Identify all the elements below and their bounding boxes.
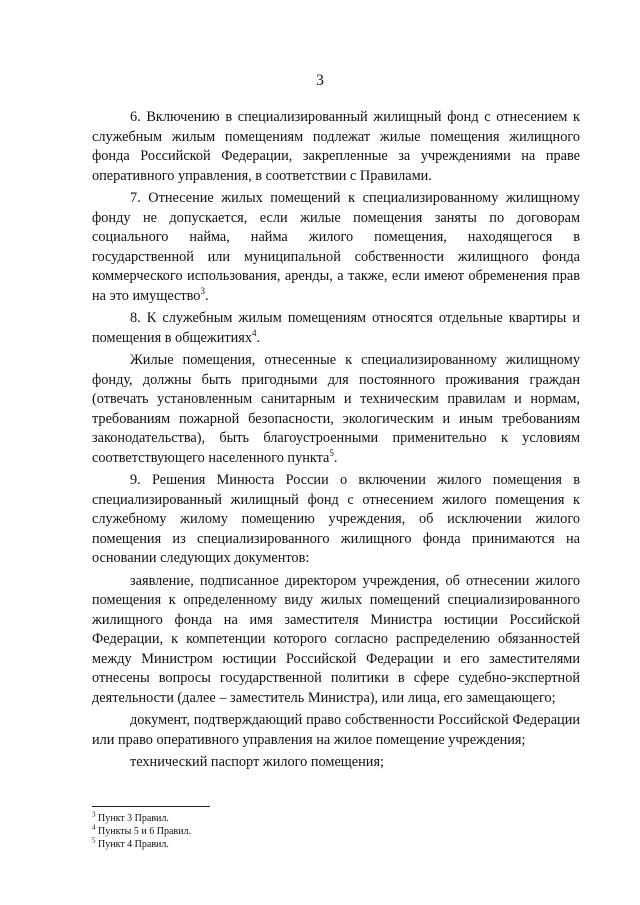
- list-item-application: заявление, подписанное директором учреждения, об отнесении жилого помещения к определенному виду жилых помещений специализированного жилищного фонда на имя заместителя Министра юстиции Российской Федерации, к компетенции которого согласно распределению обязанностей между Министром юстиции Российской Федерации и его заместителями отнесены вопросы государственной политики в сфере судебно-экспертной деятельности (далее – заместитель Министра), или лица, его замещающего;: [92, 572, 580, 706]
- footnotes: [92, 812, 392, 851]
- footnote-ref-5[interactable]: 5: [329, 447, 334, 458]
- paragraph-6: 6. Включению в специализированный жилищный фонд с отнесением к служебным жилым помещениям подлежат жилые помещения жилищного фонда Российской Федерации, закрепленные за учреждениями на праве оперативного управления, в соответствии с Правилами.: [92, 109, 580, 184]
- footnote-text: Пункт 3 Правил.: [98, 813, 169, 824]
- paragraph-7-text: 7. Отнесение жилых помещений к специализированному жилищному фонду не допускается, если жилые помещения заняты по договорам социального найма, найма жилого помещения, находящегося в государственной или муниципальной собственности жилищного фонда коммерческого использования, аренды, а также, если имеют обременения прав на это имущество: [92, 190, 580, 304]
- page-number: 3: [316, 72, 324, 89]
- paragraph-8: [92, 309, 580, 348]
- paragraph-8-text: 8. К служебным жилым помещениям относятся отдельные квартиры и помещения в общежитиях: [92, 310, 580, 346]
- footnote-number: 4: [92, 823, 96, 832]
- footnote-4: [92, 825, 392, 838]
- paragraph-8b-end: .: [333, 449, 338, 466]
- footnote-5: [92, 838, 392, 851]
- list-item-technical-passport: технический паспорт жилого помещения;: [130, 754, 385, 770]
- paragraph-9: 9. Решения Минюста России о включении жилого помещения в специализированный жилищный фонд с отнесением жилого помещения к служебному жилому помещению учреждения, об исключении жилого помещения из специализированного жилищного фонда принимаются на основании следующих документов:: [92, 472, 580, 566]
- paragraph-7-end: .: [204, 287, 209, 304]
- footnote-number: 3: [92, 810, 96, 819]
- paragraph-8-continued: [92, 351, 580, 468]
- paragraph-7: [92, 189, 580, 306]
- footnote-ref-4[interactable]: 4: [251, 327, 257, 338]
- footnote-number: 5: [92, 836, 96, 845]
- paragraph-8-end: .: [256, 329, 261, 346]
- footnote-text: Пункт 4 Правил.: [98, 839, 169, 850]
- document-body: [92, 108, 580, 773]
- footnote-ref-3[interactable]: 3: [200, 285, 205, 296]
- footnote-3: [92, 812, 392, 825]
- footnote-text: Пункты 5 и 6 Правил.: [98, 826, 191, 837]
- footnote-divider: [92, 806, 210, 807]
- paragraph-8b-text: Жилые помещения, отнесенные к специализированному жилищному фонду, должны быть пригодными для постоянного проживания граждан (отвечать установленным санитарным и техническим правилам и нормам, требованиям пожарной безопасности, экологическим и иным требованиям законодательства), быть благоустроенными применительно к условиям соответствующего населенного пункта: [92, 352, 580, 466]
- list-item-ownership-document: документ, подтверждающий право собственности Российской Федерации или право оперативного управления на жилое помещение учреждения;: [92, 712, 580, 748]
